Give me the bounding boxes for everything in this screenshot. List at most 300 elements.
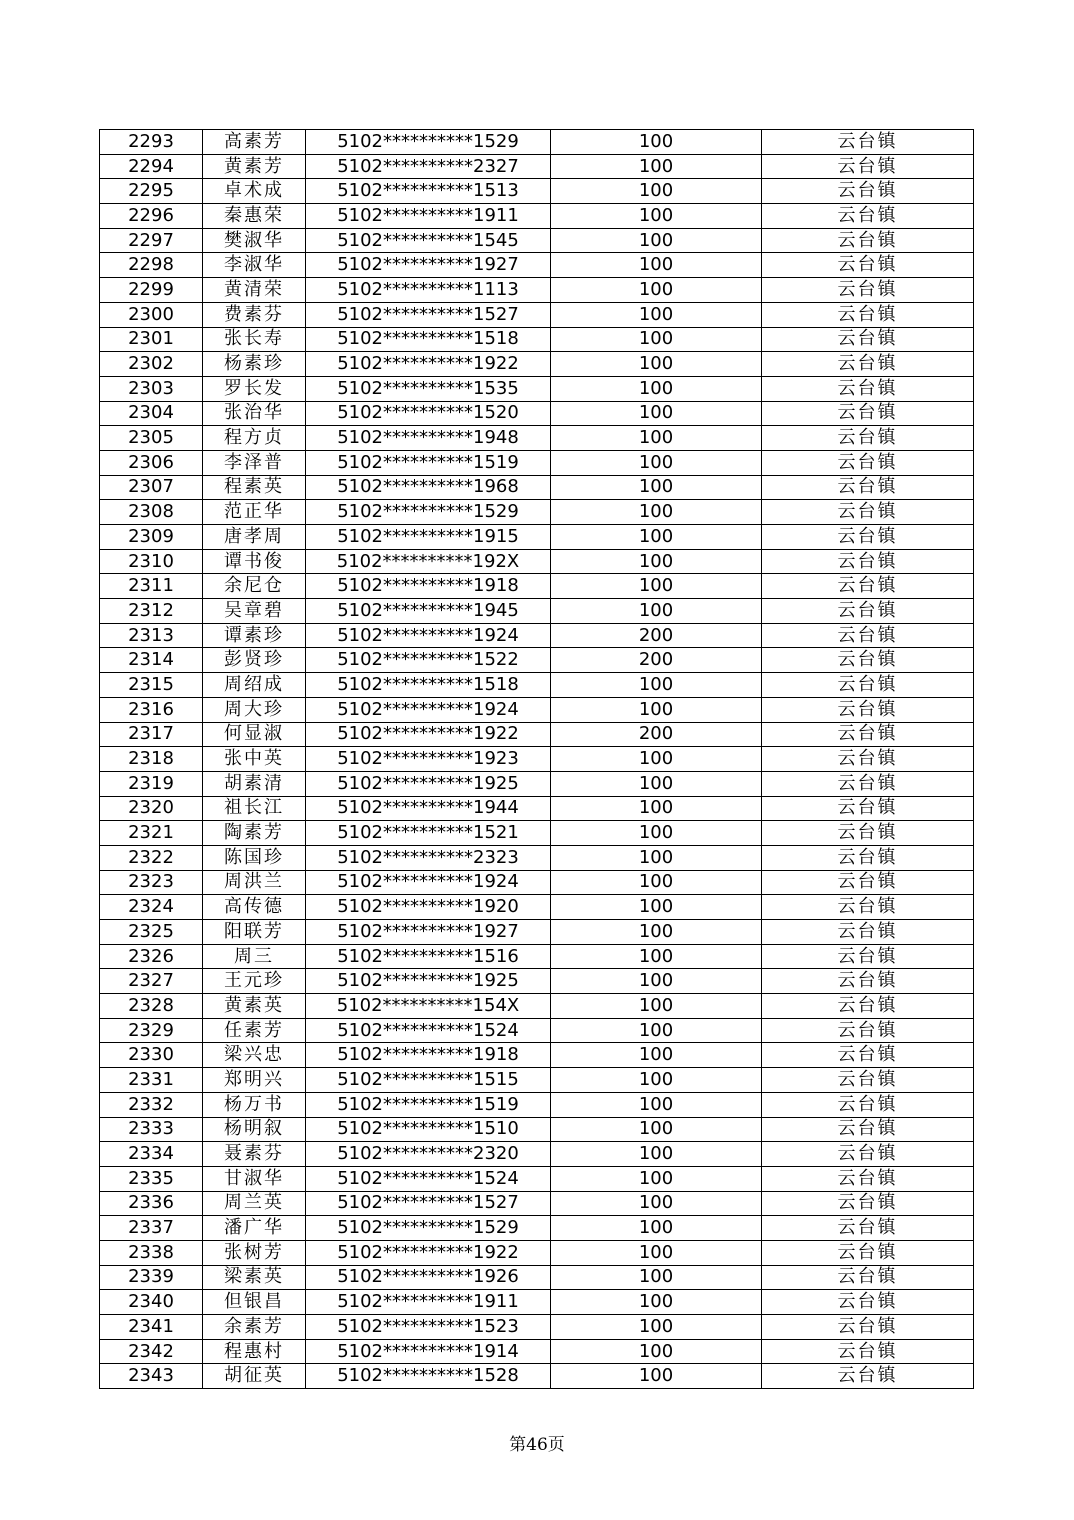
name-cell: 张治华 bbox=[203, 401, 306, 426]
name-cell: 谭书俊 bbox=[203, 549, 306, 574]
table-row bbox=[100, 747, 974, 772]
name-cell: 吴章碧 bbox=[203, 599, 306, 624]
name-cell: 黄素英 bbox=[203, 994, 306, 1019]
town-cell: 云台镇 bbox=[762, 796, 974, 821]
amount-cell: 100 bbox=[551, 1265, 762, 1290]
row-number-cell: 2304 bbox=[100, 401, 203, 426]
town-cell: 云台镇 bbox=[762, 599, 974, 624]
name-cell: 杨明叙 bbox=[203, 1117, 306, 1142]
row-number-cell: 2334 bbox=[100, 1142, 203, 1167]
table-row bbox=[100, 1216, 974, 1241]
id-number-cell: 5102**********1914 bbox=[306, 1339, 551, 1364]
table-row bbox=[100, 401, 974, 426]
table-row bbox=[100, 426, 974, 451]
amount-cell: 200 bbox=[551, 648, 762, 673]
amount-cell: 100 bbox=[551, 1339, 762, 1364]
id-number-cell: 5102**********1920 bbox=[306, 895, 551, 920]
amount-cell: 100 bbox=[551, 599, 762, 624]
town-cell: 云台镇 bbox=[762, 450, 974, 475]
amount-cell: 100 bbox=[551, 673, 762, 698]
town-cell: 云台镇 bbox=[762, 722, 974, 747]
table-row bbox=[100, 1142, 974, 1167]
id-number-cell: 5102**********1948 bbox=[306, 426, 551, 451]
amount-cell: 100 bbox=[551, 1092, 762, 1117]
id-number-cell: 5102**********1529 bbox=[306, 500, 551, 525]
table-row bbox=[100, 1117, 974, 1142]
amount-cell: 100 bbox=[551, 426, 762, 451]
table-row bbox=[100, 1290, 974, 1315]
town-cell: 云台镇 bbox=[762, 623, 974, 648]
name-cell: 甘淑华 bbox=[203, 1166, 306, 1191]
town-cell: 云台镇 bbox=[762, 1142, 974, 1167]
name-cell: 樊淑华 bbox=[203, 228, 306, 253]
table-row bbox=[100, 1339, 974, 1364]
row-number-cell: 2313 bbox=[100, 623, 203, 648]
amount-cell: 100 bbox=[551, 253, 762, 278]
town-cell: 云台镇 bbox=[762, 1191, 974, 1216]
table-row bbox=[100, 352, 974, 377]
id-number-cell: 5102**********1927 bbox=[306, 920, 551, 945]
id-number-cell: 5102**********1915 bbox=[306, 525, 551, 550]
name-cell: 梁素英 bbox=[203, 1265, 306, 1290]
row-number-cell: 2302 bbox=[100, 352, 203, 377]
row-number-cell: 2341 bbox=[100, 1315, 203, 1340]
id-number-cell: 5102**********192X bbox=[306, 549, 551, 574]
table-row bbox=[100, 673, 974, 698]
name-cell: 祖长江 bbox=[203, 796, 306, 821]
table-row bbox=[100, 623, 974, 648]
table-row bbox=[100, 1240, 974, 1265]
town-cell: 云台镇 bbox=[762, 1216, 974, 1241]
table-row bbox=[100, 500, 974, 525]
row-number-cell: 2321 bbox=[100, 821, 203, 846]
town-cell: 云台镇 bbox=[762, 1166, 974, 1191]
table-row bbox=[100, 599, 974, 624]
town-cell: 云台镇 bbox=[762, 154, 974, 179]
table-row bbox=[100, 1315, 974, 1340]
amount-cell: 100 bbox=[551, 475, 762, 500]
row-number-cell: 2332 bbox=[100, 1092, 203, 1117]
name-cell: 周洪兰 bbox=[203, 870, 306, 895]
table-row bbox=[100, 944, 974, 969]
name-cell: 周兰英 bbox=[203, 1191, 306, 1216]
amount-cell: 100 bbox=[551, 920, 762, 945]
town-cell: 云台镇 bbox=[762, 525, 974, 550]
table-row bbox=[100, 1166, 974, 1191]
table-row bbox=[100, 376, 974, 401]
id-number-cell: 5102**********1945 bbox=[306, 599, 551, 624]
table-row bbox=[100, 1265, 974, 1290]
amount-cell: 100 bbox=[551, 895, 762, 920]
row-number-cell: 2316 bbox=[100, 697, 203, 722]
id-number-cell: 5102**********1524 bbox=[306, 1166, 551, 1191]
id-number-cell: 5102**********1944 bbox=[306, 796, 551, 821]
page-number: 第46页 bbox=[509, 1435, 565, 1455]
town-cell: 云台镇 bbox=[762, 1240, 974, 1265]
id-number-cell: 5102**********1510 bbox=[306, 1117, 551, 1142]
name-cell: 任素芳 bbox=[203, 1018, 306, 1043]
name-cell: 周大珍 bbox=[203, 697, 306, 722]
amount-cell: 100 bbox=[551, 771, 762, 796]
row-number-cell: 2296 bbox=[100, 204, 203, 229]
row-number-cell: 2303 bbox=[100, 376, 203, 401]
amount-cell: 100 bbox=[551, 130, 762, 155]
name-cell: 李泽普 bbox=[203, 450, 306, 475]
town-cell: 云台镇 bbox=[762, 1339, 974, 1364]
row-number-cell: 2315 bbox=[100, 673, 203, 698]
table-row bbox=[100, 771, 974, 796]
amount-cell: 200 bbox=[551, 623, 762, 648]
table-row bbox=[100, 648, 974, 673]
town-cell: 云台镇 bbox=[762, 278, 974, 303]
amount-cell: 100 bbox=[551, 302, 762, 327]
name-cell: 胡素清 bbox=[203, 771, 306, 796]
row-number-cell: 2329 bbox=[100, 1018, 203, 1043]
town-cell: 云台镇 bbox=[762, 130, 974, 155]
id-number-cell: 5102**********1518 bbox=[306, 673, 551, 698]
row-number-cell: 2339 bbox=[100, 1265, 203, 1290]
id-number-cell: 5102**********1918 bbox=[306, 1043, 551, 1068]
town-cell: 云台镇 bbox=[762, 845, 974, 870]
amount-cell: 100 bbox=[551, 1018, 762, 1043]
amount-cell: 100 bbox=[551, 574, 762, 599]
id-number-cell: 5102**********1523 bbox=[306, 1315, 551, 1340]
amount-cell: 100 bbox=[551, 179, 762, 204]
id-number-cell: 5102**********1513 bbox=[306, 179, 551, 204]
id-number-cell: 5102**********1529 bbox=[306, 130, 551, 155]
amount-cell: 100 bbox=[551, 747, 762, 772]
town-cell: 云台镇 bbox=[762, 401, 974, 426]
row-number-cell: 2317 bbox=[100, 722, 203, 747]
id-number-cell: 5102**********1922 bbox=[306, 1240, 551, 1265]
id-number-cell: 5102**********154X bbox=[306, 994, 551, 1019]
name-cell: 余素芳 bbox=[203, 1315, 306, 1340]
id-number-cell: 5102**********1529 bbox=[306, 1216, 551, 1241]
town-cell: 云台镇 bbox=[762, 1265, 974, 1290]
name-cell: 范正华 bbox=[203, 500, 306, 525]
town-cell: 云台镇 bbox=[762, 1364, 974, 1389]
table-row bbox=[100, 549, 974, 574]
name-cell: 卓术成 bbox=[203, 179, 306, 204]
id-number-cell: 5102**********1922 bbox=[306, 352, 551, 377]
amount-cell: 100 bbox=[551, 327, 762, 352]
table-row bbox=[100, 574, 974, 599]
row-number-cell: 2320 bbox=[100, 796, 203, 821]
name-cell: 何显淑 bbox=[203, 722, 306, 747]
row-number-cell: 2326 bbox=[100, 944, 203, 969]
town-cell: 云台镇 bbox=[762, 1043, 974, 1068]
row-number-cell: 2301 bbox=[100, 327, 203, 352]
amount-cell: 100 bbox=[551, 1068, 762, 1093]
amount-cell: 100 bbox=[551, 1142, 762, 1167]
table-row bbox=[100, 130, 974, 155]
row-number-cell: 2324 bbox=[100, 895, 203, 920]
id-number-cell: 5102**********2320 bbox=[306, 1142, 551, 1167]
amount-cell: 100 bbox=[551, 549, 762, 574]
amount-cell: 100 bbox=[551, 1364, 762, 1389]
id-number-cell: 5102**********1518 bbox=[306, 327, 551, 352]
row-number-cell: 2337 bbox=[100, 1216, 203, 1241]
id-number-cell: 5102**********1925 bbox=[306, 771, 551, 796]
table-row bbox=[100, 1191, 974, 1216]
row-number-cell: 2307 bbox=[100, 475, 203, 500]
id-number-cell: 5102**********2323 bbox=[306, 845, 551, 870]
table-body bbox=[100, 130, 974, 1389]
row-number-cell: 2319 bbox=[100, 771, 203, 796]
name-cell: 余尼仓 bbox=[203, 574, 306, 599]
name-cell: 杨素珍 bbox=[203, 352, 306, 377]
id-number-cell: 5102**********1911 bbox=[306, 204, 551, 229]
id-number-cell: 5102**********1545 bbox=[306, 228, 551, 253]
table-row bbox=[100, 1043, 974, 1068]
id-number-cell: 5102**********1968 bbox=[306, 475, 551, 500]
table-row bbox=[100, 253, 974, 278]
id-number-cell: 5102**********2327 bbox=[306, 154, 551, 179]
town-cell: 云台镇 bbox=[762, 179, 974, 204]
name-cell: 胡征英 bbox=[203, 1364, 306, 1389]
table-row bbox=[100, 870, 974, 895]
row-number-cell: 2318 bbox=[100, 747, 203, 772]
amount-cell: 100 bbox=[551, 1166, 762, 1191]
row-number-cell: 2311 bbox=[100, 574, 203, 599]
amount-cell: 100 bbox=[551, 204, 762, 229]
id-number-cell: 5102**********1924 bbox=[306, 623, 551, 648]
town-cell: 云台镇 bbox=[762, 870, 974, 895]
town-cell: 云台镇 bbox=[762, 376, 974, 401]
table-row bbox=[100, 450, 974, 475]
id-number-cell: 5102**********1520 bbox=[306, 401, 551, 426]
amount-cell: 100 bbox=[551, 994, 762, 1019]
table-row bbox=[100, 920, 974, 945]
table-row bbox=[100, 228, 974, 253]
name-cell: 秦惠荣 bbox=[203, 204, 306, 229]
id-number-cell: 5102**********1922 bbox=[306, 722, 551, 747]
amount-cell: 100 bbox=[551, 796, 762, 821]
table-row bbox=[100, 994, 974, 1019]
row-number-cell: 2335 bbox=[100, 1166, 203, 1191]
row-number-cell: 2309 bbox=[100, 525, 203, 550]
amount-cell: 100 bbox=[551, 376, 762, 401]
town-cell: 云台镇 bbox=[762, 747, 974, 772]
name-cell: 黄素芳 bbox=[203, 154, 306, 179]
amount-cell: 100 bbox=[551, 500, 762, 525]
id-number-cell: 5102**********1519 bbox=[306, 450, 551, 475]
table-row bbox=[100, 525, 974, 550]
town-cell: 云台镇 bbox=[762, 895, 974, 920]
id-number-cell: 5102**********1524 bbox=[306, 1018, 551, 1043]
name-cell: 张长寿 bbox=[203, 327, 306, 352]
town-cell: 云台镇 bbox=[762, 1117, 974, 1142]
amount-cell: 100 bbox=[551, 1043, 762, 1068]
amount-cell: 100 bbox=[551, 1117, 762, 1142]
row-number-cell: 2323 bbox=[100, 870, 203, 895]
id-number-cell: 5102**********1528 bbox=[306, 1364, 551, 1389]
row-number-cell: 2325 bbox=[100, 920, 203, 945]
amount-cell: 100 bbox=[551, 1290, 762, 1315]
table-row bbox=[100, 1092, 974, 1117]
name-cell: 高素芳 bbox=[203, 130, 306, 155]
name-cell: 李淑华 bbox=[203, 253, 306, 278]
amount-cell: 100 bbox=[551, 870, 762, 895]
row-number-cell: 2308 bbox=[100, 500, 203, 525]
amount-cell: 100 bbox=[551, 1315, 762, 1340]
town-cell: 云台镇 bbox=[762, 969, 974, 994]
id-number-cell: 5102**********1925 bbox=[306, 969, 551, 994]
town-cell: 云台镇 bbox=[762, 648, 974, 673]
name-cell: 潘广华 bbox=[203, 1216, 306, 1241]
name-cell: 张树芳 bbox=[203, 1240, 306, 1265]
amount-cell: 100 bbox=[551, 525, 762, 550]
name-cell: 黄清荣 bbox=[203, 278, 306, 303]
amount-cell: 100 bbox=[551, 278, 762, 303]
row-number-cell: 2338 bbox=[100, 1240, 203, 1265]
town-cell: 云台镇 bbox=[762, 1290, 974, 1315]
row-number-cell: 2343 bbox=[100, 1364, 203, 1389]
name-cell: 但银昌 bbox=[203, 1290, 306, 1315]
town-cell: 云台镇 bbox=[762, 352, 974, 377]
table-row bbox=[100, 327, 974, 352]
table-row bbox=[100, 722, 974, 747]
amount-cell: 100 bbox=[551, 450, 762, 475]
town-cell: 云台镇 bbox=[762, 821, 974, 846]
name-cell: 王元珍 bbox=[203, 969, 306, 994]
id-number-cell: 5102**********1911 bbox=[306, 1290, 551, 1315]
row-number-cell: 2328 bbox=[100, 994, 203, 1019]
table-row bbox=[100, 278, 974, 303]
name-cell: 梁兴忠 bbox=[203, 1043, 306, 1068]
name-cell: 周三 bbox=[203, 944, 306, 969]
amount-cell: 100 bbox=[551, 352, 762, 377]
name-cell: 程素英 bbox=[203, 475, 306, 500]
table-row bbox=[100, 895, 974, 920]
amount-cell: 200 bbox=[551, 722, 762, 747]
town-cell: 云台镇 bbox=[762, 1068, 974, 1093]
row-number-cell: 2297 bbox=[100, 228, 203, 253]
amount-cell: 100 bbox=[551, 845, 762, 870]
town-cell: 云台镇 bbox=[762, 302, 974, 327]
name-cell: 阳联芳 bbox=[203, 920, 306, 945]
town-cell: 云台镇 bbox=[762, 1092, 974, 1117]
row-number-cell: 2305 bbox=[100, 426, 203, 451]
table-row bbox=[100, 475, 974, 500]
name-cell: 陶素芳 bbox=[203, 821, 306, 846]
table-row bbox=[100, 845, 974, 870]
amount-cell: 100 bbox=[551, 1216, 762, 1241]
row-number-cell: 2330 bbox=[100, 1043, 203, 1068]
town-cell: 云台镇 bbox=[762, 327, 974, 352]
table-row bbox=[100, 969, 974, 994]
amount-cell: 100 bbox=[551, 944, 762, 969]
town-cell: 云台镇 bbox=[762, 697, 974, 722]
table-row bbox=[100, 1068, 974, 1093]
table-row bbox=[100, 697, 974, 722]
name-cell: 高传德 bbox=[203, 895, 306, 920]
table-row bbox=[100, 796, 974, 821]
name-cell: 周绍成 bbox=[203, 673, 306, 698]
id-number-cell: 5102**********1918 bbox=[306, 574, 551, 599]
name-cell: 程方贞 bbox=[203, 426, 306, 451]
row-number-cell: 2306 bbox=[100, 450, 203, 475]
name-cell: 聂素芬 bbox=[203, 1142, 306, 1167]
town-cell: 云台镇 bbox=[762, 944, 974, 969]
name-cell: 陈国珍 bbox=[203, 845, 306, 870]
row-number-cell: 2299 bbox=[100, 278, 203, 303]
id-number-cell: 5102**********1927 bbox=[306, 253, 551, 278]
table-row bbox=[100, 821, 974, 846]
id-number-cell: 5102**********1113 bbox=[306, 278, 551, 303]
amount-cell: 100 bbox=[551, 697, 762, 722]
id-number-cell: 5102**********1519 bbox=[306, 1092, 551, 1117]
row-number-cell: 2293 bbox=[100, 130, 203, 155]
row-number-cell: 2298 bbox=[100, 253, 203, 278]
data-table bbox=[99, 129, 974, 1389]
town-cell: 云台镇 bbox=[762, 253, 974, 278]
table-row bbox=[100, 154, 974, 179]
town-cell: 云台镇 bbox=[762, 426, 974, 451]
row-number-cell: 2300 bbox=[100, 302, 203, 327]
row-number-cell: 2310 bbox=[100, 549, 203, 574]
town-cell: 云台镇 bbox=[762, 673, 974, 698]
town-cell: 云台镇 bbox=[762, 204, 974, 229]
town-cell: 云台镇 bbox=[762, 1315, 974, 1340]
id-number-cell: 5102**********1527 bbox=[306, 302, 551, 327]
name-cell: 程惠村 bbox=[203, 1339, 306, 1364]
amount-cell: 100 bbox=[551, 228, 762, 253]
id-number-cell: 5102**********1924 bbox=[306, 697, 551, 722]
table-row bbox=[100, 302, 974, 327]
amount-cell: 100 bbox=[551, 154, 762, 179]
amount-cell: 100 bbox=[551, 821, 762, 846]
row-number-cell: 2333 bbox=[100, 1117, 203, 1142]
id-number-cell: 5102**********1535 bbox=[306, 376, 551, 401]
name-cell: 杨万书 bbox=[203, 1092, 306, 1117]
row-number-cell: 2331 bbox=[100, 1068, 203, 1093]
row-number-cell: 2340 bbox=[100, 1290, 203, 1315]
town-cell: 云台镇 bbox=[762, 994, 974, 1019]
row-number-cell: 2294 bbox=[100, 154, 203, 179]
town-cell: 云台镇 bbox=[762, 549, 974, 574]
row-number-cell: 2295 bbox=[100, 179, 203, 204]
id-number-cell: 5102**********1516 bbox=[306, 944, 551, 969]
id-number-cell: 5102**********1926 bbox=[306, 1265, 551, 1290]
town-cell: 云台镇 bbox=[762, 475, 974, 500]
town-cell: 云台镇 bbox=[762, 500, 974, 525]
name-cell: 费素芬 bbox=[203, 302, 306, 327]
name-cell: 罗长发 bbox=[203, 376, 306, 401]
town-cell: 云台镇 bbox=[762, 574, 974, 599]
row-number-cell: 2322 bbox=[100, 845, 203, 870]
amount-cell: 100 bbox=[551, 1240, 762, 1265]
table-row bbox=[100, 204, 974, 229]
town-cell: 云台镇 bbox=[762, 771, 974, 796]
table-row bbox=[100, 1018, 974, 1043]
row-number-cell: 2336 bbox=[100, 1191, 203, 1216]
row-number-cell: 2342 bbox=[100, 1339, 203, 1364]
name-cell: 彭贤珍 bbox=[203, 648, 306, 673]
town-cell: 云台镇 bbox=[762, 228, 974, 253]
name-cell: 郑明兴 bbox=[203, 1068, 306, 1093]
row-number-cell: 2314 bbox=[100, 648, 203, 673]
town-cell: 云台镇 bbox=[762, 1018, 974, 1043]
name-cell: 唐孝周 bbox=[203, 525, 306, 550]
row-number-cell: 2327 bbox=[100, 969, 203, 994]
name-cell: 张中英 bbox=[203, 747, 306, 772]
id-number-cell: 5102**********1527 bbox=[306, 1191, 551, 1216]
id-number-cell: 5102**********1515 bbox=[306, 1068, 551, 1093]
name-cell: 谭素珍 bbox=[203, 623, 306, 648]
row-number-cell: 2312 bbox=[100, 599, 203, 624]
amount-cell: 100 bbox=[551, 401, 762, 426]
